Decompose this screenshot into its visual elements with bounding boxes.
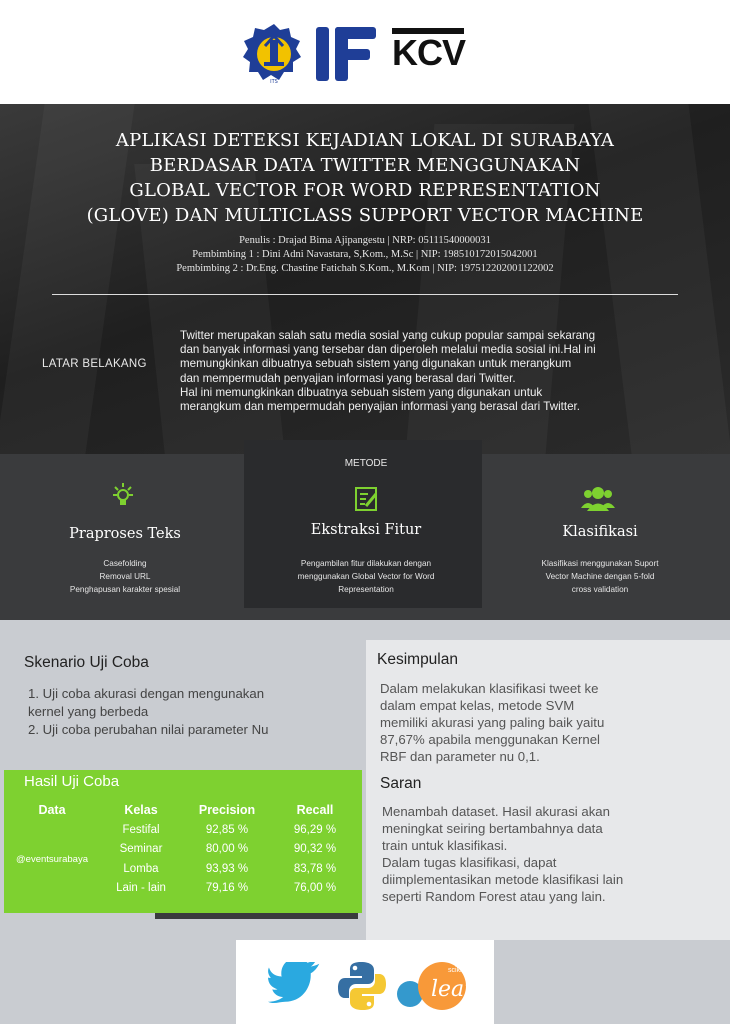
metode-desc-line: menggunakan Global Vector for Word	[297, 572, 435, 581]
decorative-bar	[155, 913, 358, 919]
metode-desc-line: Penghapusan karakter spesial	[69, 585, 181, 594]
if-logo-f-mid	[335, 49, 370, 60]
col-header-kelas: Kelas	[124, 803, 158, 817]
latar-line: Twitter merupakan salah satu media sosial yang cukup popular sampai sekarang	[180, 329, 596, 342]
svg-text:ITS: ITS	[270, 79, 278, 85]
metode-desc-line: Representation	[338, 585, 394, 594]
if-logo-f-top	[335, 27, 376, 39]
hasil-uji-coba	[4, 770, 362, 913]
skenario-line: 2. Uji coba perubahan nilai parameter Nu	[28, 722, 269, 737]
data-source-label: @eventsurabaya	[16, 853, 88, 865]
logo-header	[0, 0, 730, 104]
metode-title: Klasifikasi	[562, 524, 638, 540]
lightbulb-icon	[110, 482, 136, 510]
metode-ekstraksi	[244, 440, 482, 608]
skenario-list	[28, 685, 348, 739]
saran-text	[382, 803, 722, 905]
if-logo-i	[316, 27, 329, 81]
divider	[52, 294, 678, 295]
metode-desc-line: Pengambilan fitur dilakukan dengan	[300, 559, 432, 568]
cell-recall: 90,32 %	[293, 843, 337, 856]
kcv-logo-text: KCV	[392, 32, 466, 73]
hasil-title: Hasil Uji Coba	[24, 773, 120, 790]
kesimpulan-text	[380, 680, 720, 765]
metode-desc-line: Casefolding	[103, 559, 147, 568]
cell-recall: 96,29 %	[293, 823, 337, 836]
title-line: BERDASAR DATA TWITTER MENGGUNAKAN	[149, 155, 581, 176]
cell-kelas: Seminar	[119, 843, 163, 856]
metode-praproses	[0, 454, 244, 620]
saran-line: meningkat seiring bertambahnya data	[382, 821, 603, 836]
hero-section	[0, 104, 730, 454]
its-logo-icon	[243, 22, 305, 86]
poster-title	[0, 128, 730, 228]
kesimpulan-line: Dalam melakukan klasifikasi tweet ke	[380, 681, 599, 696]
metode-heading: METODE	[344, 458, 388, 469]
cell-kelas: Lomba	[123, 862, 159, 875]
learn-label: learn	[431, 977, 489, 1002]
latar-line: merangkum dan mempermudah penyajian informasi yang berasal dari Twitter.	[180, 400, 580, 414]
metode-desc-line: Klasifikasi menggunakan Suport	[541, 559, 659, 568]
kesimpulan-line: dalam empat kelas, metode SVM	[380, 698, 575, 713]
kesimpulan-line: RBF dan parameter nu 0,1.	[380, 749, 540, 764]
footer-logos	[236, 940, 494, 1024]
metode-desc	[482, 557, 718, 596]
cell-recall: 83,78 %	[293, 862, 337, 875]
metode-desc-line: Removal URL	[99, 572, 151, 581]
metode-section	[0, 454, 730, 620]
author-penulis: Penulis : Drajad Bima Ajipangestu | NRP: 05111540000031	[239, 235, 491, 246]
users-icon	[578, 486, 618, 512]
document-edit-icon	[354, 486, 380, 514]
metode-desc-line: cross validation	[571, 585, 629, 594]
title-line: (GLOVE) DAN MULTICLASS SUPPORT VECTOR MACHINE	[86, 205, 644, 226]
cell-kelas: Festifal	[122, 823, 160, 836]
saran-line: seperti Random Forest atau yang lain.	[382, 889, 606, 904]
saran-line: diimplementasikan metode klasifikasi lain	[382, 872, 624, 887]
cell-precision: 80,00 %	[205, 843, 249, 856]
table-header-row	[4, 800, 358, 820]
latar-line: Hal ini memungkinkan dibuatnya sebuah sistem yang digunakan untuk	[180, 385, 543, 399]
metode-klasifikasi	[482, 454, 730, 620]
title-line: APLIKASI DETEKSI KEJADIAN LOKAL DI SURABAYA	[115, 130, 615, 151]
if-logo	[316, 27, 378, 83]
author-pembimbing-1: Pembimbing 1 : Dini Adni Navastara, S,Kom., M.Sc | NIP: 198510172015042001	[192, 249, 538, 260]
scikit-label: scikit	[448, 967, 464, 974]
latar-belakang-text	[180, 329, 690, 414]
results-table	[4, 800, 358, 898]
metode-desc	[244, 557, 488, 596]
latar-belakang-label: LATAR BELAKANG	[42, 358, 147, 370]
twitter-icon	[266, 962, 322, 1008]
latar-line: dan mempermudah penyajian informasi yang berasal dari Twitter.	[180, 371, 516, 385]
kesimpulan-line: memiliki akurasi yang paling baik yaitu	[380, 715, 605, 730]
cell-kelas: Lain - lain	[116, 882, 166, 895]
cell-recall: 76,00 %	[293, 882, 337, 895]
kcv-logo	[392, 28, 464, 78]
metode-desc	[0, 557, 250, 596]
python-icon	[336, 960, 388, 1012]
skenario-line: 1. Uji coba akurasi dengan mengunakan	[28, 686, 265, 701]
metode-title: Ekstraksi Fitur	[310, 522, 422, 538]
saran-line: Dalam tugas klasifikasi, dapat	[382, 855, 557, 870]
col-header-precision: Precision	[198, 803, 256, 817]
cell-precision: 92,85 %	[205, 823, 249, 836]
metode-desc-line: Vector Machine dengan 5-fold	[545, 572, 655, 581]
col-header-recall: Recall	[296, 803, 334, 817]
latar-line: memungkinkan dibuatnya sebuah sistem yang digunakan untuk merangkum	[180, 357, 572, 371]
latar-line: dan banyak informasi yang tersebar dan diperoleh melalui media sosial ini.Hal ini	[180, 343, 596, 357]
saran-title: Saran	[380, 775, 422, 792]
kesimpulan-line: 87,67% apabila menggunakan Kernel	[380, 732, 600, 747]
table-row	[4, 820, 358, 840]
title-line: GLOBAL VECTOR FOR WORD REPRESENTATION	[129, 180, 601, 201]
skenario-title: Skenario Uji Coba	[24, 654, 149, 671]
metode-title: Praproses Teks	[69, 526, 181, 542]
skenario-line: kernel yang berbeda	[28, 704, 149, 719]
kesimpulan-title: Kesimpulan	[377, 651, 458, 668]
author-pembimbing-2: Pembimbing 2 : Dr.Eng. Chastine Fatichah S.Kom., M.Kom | NIP: 197512202001122002	[176, 263, 554, 274]
cell-precision: 79,16 %	[205, 882, 249, 895]
author-info	[0, 234, 730, 276]
saran-line: train untuk klasifikasi.	[382, 838, 508, 853]
col-header-data: Data	[38, 803, 66, 817]
cell-precision: 93,93 %	[205, 862, 249, 875]
saran-line: Menambah dataset. Hasil akurasi akan	[382, 804, 610, 819]
